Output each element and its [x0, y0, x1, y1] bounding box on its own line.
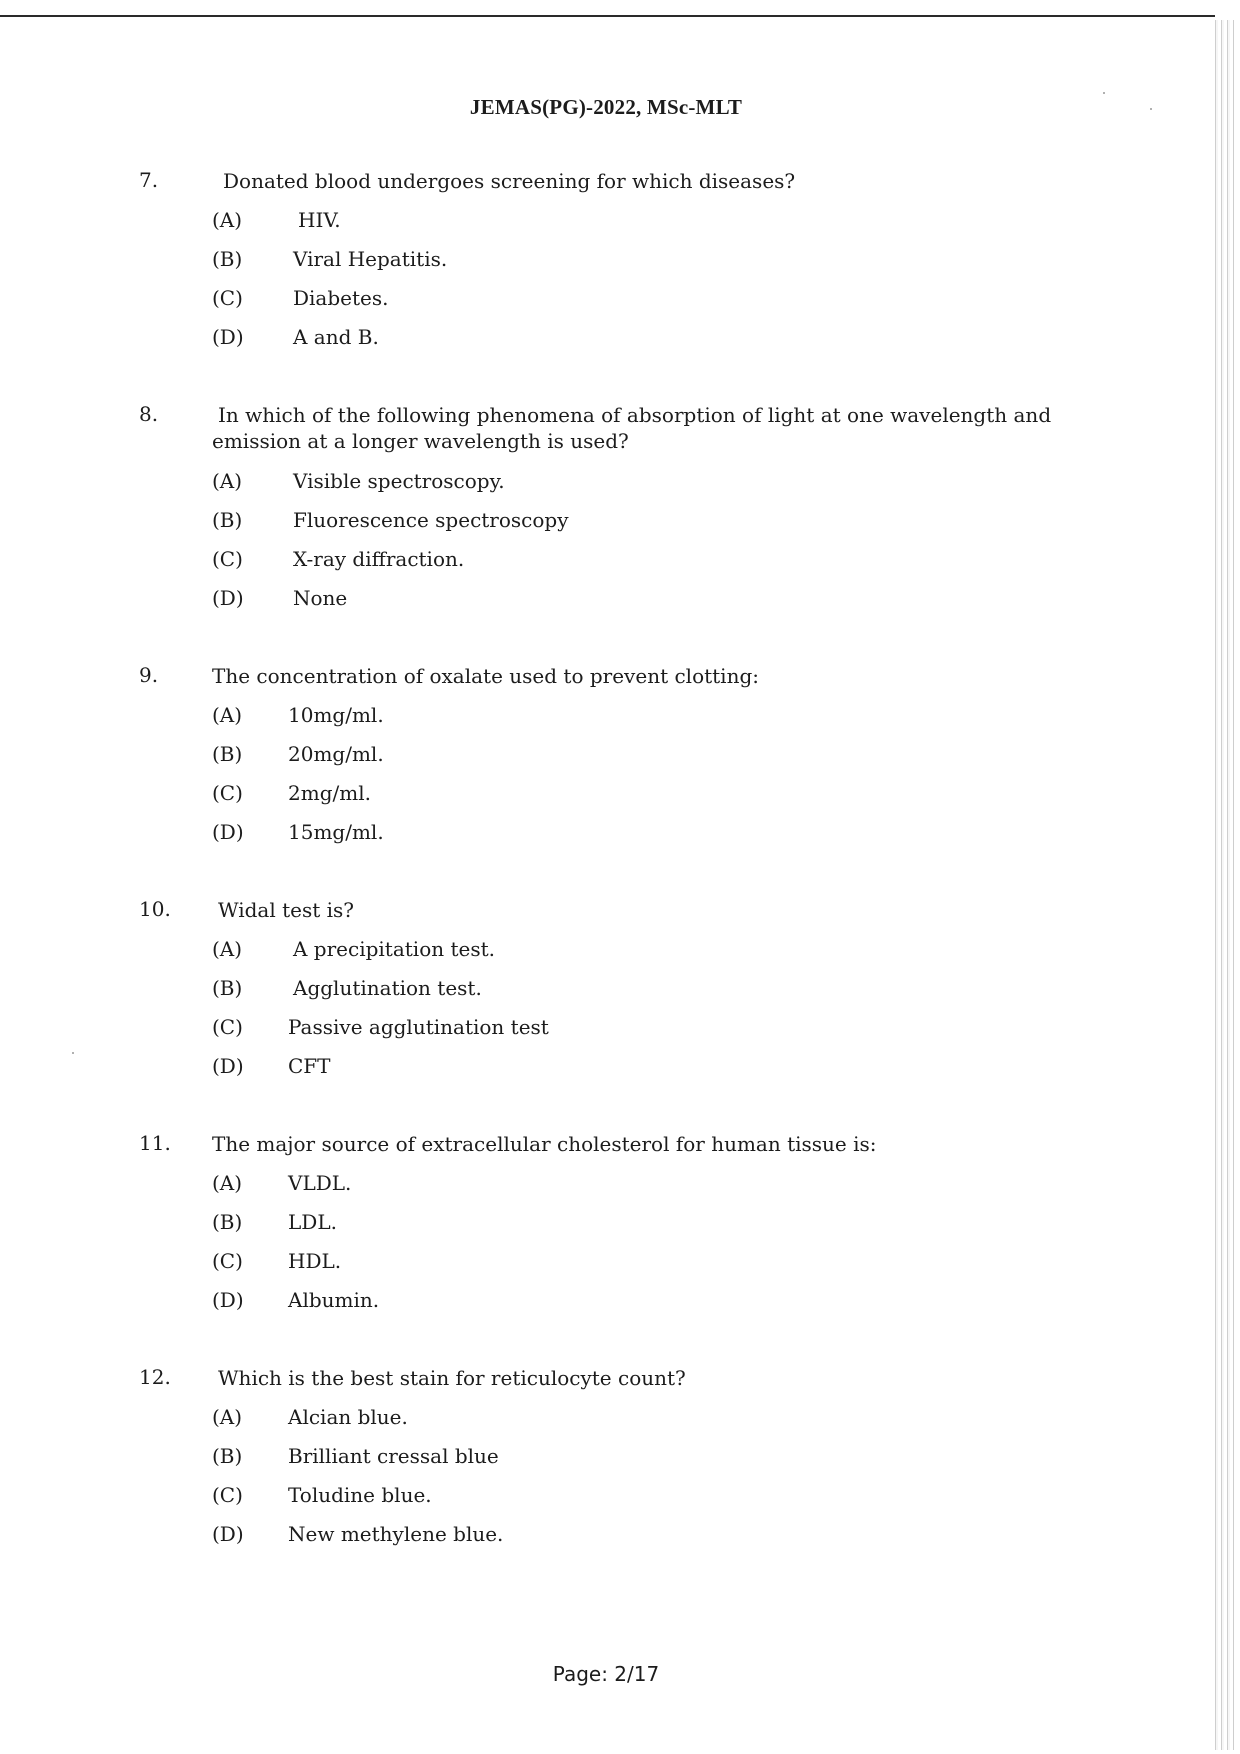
- option-text: Visible spectroscopy.: [293, 469, 505, 493]
- option-text: Albumin.: [288, 1288, 380, 1312]
- option-letter: (C): [212, 1015, 243, 1039]
- option-text: Agglutination test.: [293, 976, 482, 1000]
- option-text: Diabetes.: [293, 286, 389, 310]
- option-letter: (D): [212, 1522, 244, 1546]
- option-letter: (B): [212, 1210, 243, 1234]
- option-text: LDL.: [288, 1210, 337, 1234]
- option-text: HDL.: [288, 1249, 342, 1273]
- option-letter: (B): [212, 742, 243, 766]
- option-letter: (B): [212, 976, 243, 1000]
- page-number: Page: 2/17: [552, 1662, 660, 1686]
- option-letter: (D): [212, 586, 244, 610]
- option-letter: (D): [212, 1054, 244, 1078]
- question-text: The major source of extracellular cholesterol for human tissue is:: [212, 1132, 877, 1156]
- option-text: VLDL.: [288, 1171, 352, 1195]
- option-letter: (B): [212, 508, 243, 532]
- question-number: 7.: [139, 168, 159, 192]
- option-letter: (A): [212, 208, 243, 232]
- question-text: Which is the best stain for reticulocyte count?: [218, 1366, 686, 1390]
- question-number: 9.: [139, 663, 159, 687]
- scan-speck: [1103, 92, 1105, 94]
- option-text: Brilliant cressal blue: [288, 1444, 499, 1468]
- option-text: Viral Hepatitis.: [293, 247, 448, 271]
- option-text: Alcian blue.: [288, 1405, 408, 1429]
- question-number: 8.: [139, 402, 159, 426]
- option-text: Passive agglutination test: [288, 1015, 549, 1039]
- question-text: Widal test is?: [218, 898, 354, 922]
- option-text: Toludine blue.: [288, 1483, 432, 1507]
- question-text: In which of the following phenomena of absorption of light at one wavelength and emission at a longer wavelength is used?: [212, 403, 1052, 453]
- option-text: CFT: [288, 1054, 331, 1078]
- top-border-line: [0, 15, 1215, 17]
- option-text: HIV.: [298, 208, 341, 232]
- option-letter: (C): [212, 1483, 243, 1507]
- option-letter: (A): [212, 1171, 243, 1195]
- option-letter: (B): [212, 1444, 243, 1468]
- question-number: 10.: [139, 897, 171, 921]
- question-text: Donated blood undergoes screening for which diseases?: [223, 169, 796, 193]
- option-text: Fluorescence spectroscopy: [293, 508, 569, 532]
- option-letter: (A): [212, 703, 243, 727]
- question-number: 12.: [139, 1365, 171, 1389]
- option-letter: (C): [212, 1249, 243, 1273]
- option-text: 10mg/ml.: [288, 703, 384, 727]
- option-text: A and B.: [293, 325, 379, 349]
- option-text: 2mg/ml.: [288, 781, 371, 805]
- question-number: 11.: [139, 1131, 171, 1155]
- option-letter: (A): [212, 937, 243, 961]
- scan-speck: [72, 1052, 74, 1054]
- option-text: A precipitation test.: [293, 937, 496, 961]
- exam-header-title: JEMAS(PG)-2022, MSc-MLT: [469, 95, 743, 119]
- option-letter: (B): [212, 247, 243, 271]
- option-letter: (C): [212, 781, 243, 805]
- option-text: 15mg/ml.: [288, 820, 384, 844]
- option-letter: (C): [212, 286, 243, 310]
- option-text: X-ray diffraction.: [293, 547, 465, 571]
- scan-edge-artifact: [1212, 20, 1234, 1750]
- option-letter: (D): [212, 1288, 244, 1312]
- option-letter: (D): [212, 820, 244, 844]
- option-text: New methylene blue.: [288, 1522, 504, 1546]
- option-letter: (D): [212, 325, 244, 349]
- option-letter: (A): [212, 1405, 243, 1429]
- option-letter: (C): [212, 547, 243, 571]
- question-text: The concentration of oxalate used to prevent clotting:: [212, 664, 760, 688]
- option-text: 20mg/ml.: [288, 742, 384, 766]
- option-letter: (A): [212, 469, 243, 493]
- option-text: None: [293, 586, 348, 610]
